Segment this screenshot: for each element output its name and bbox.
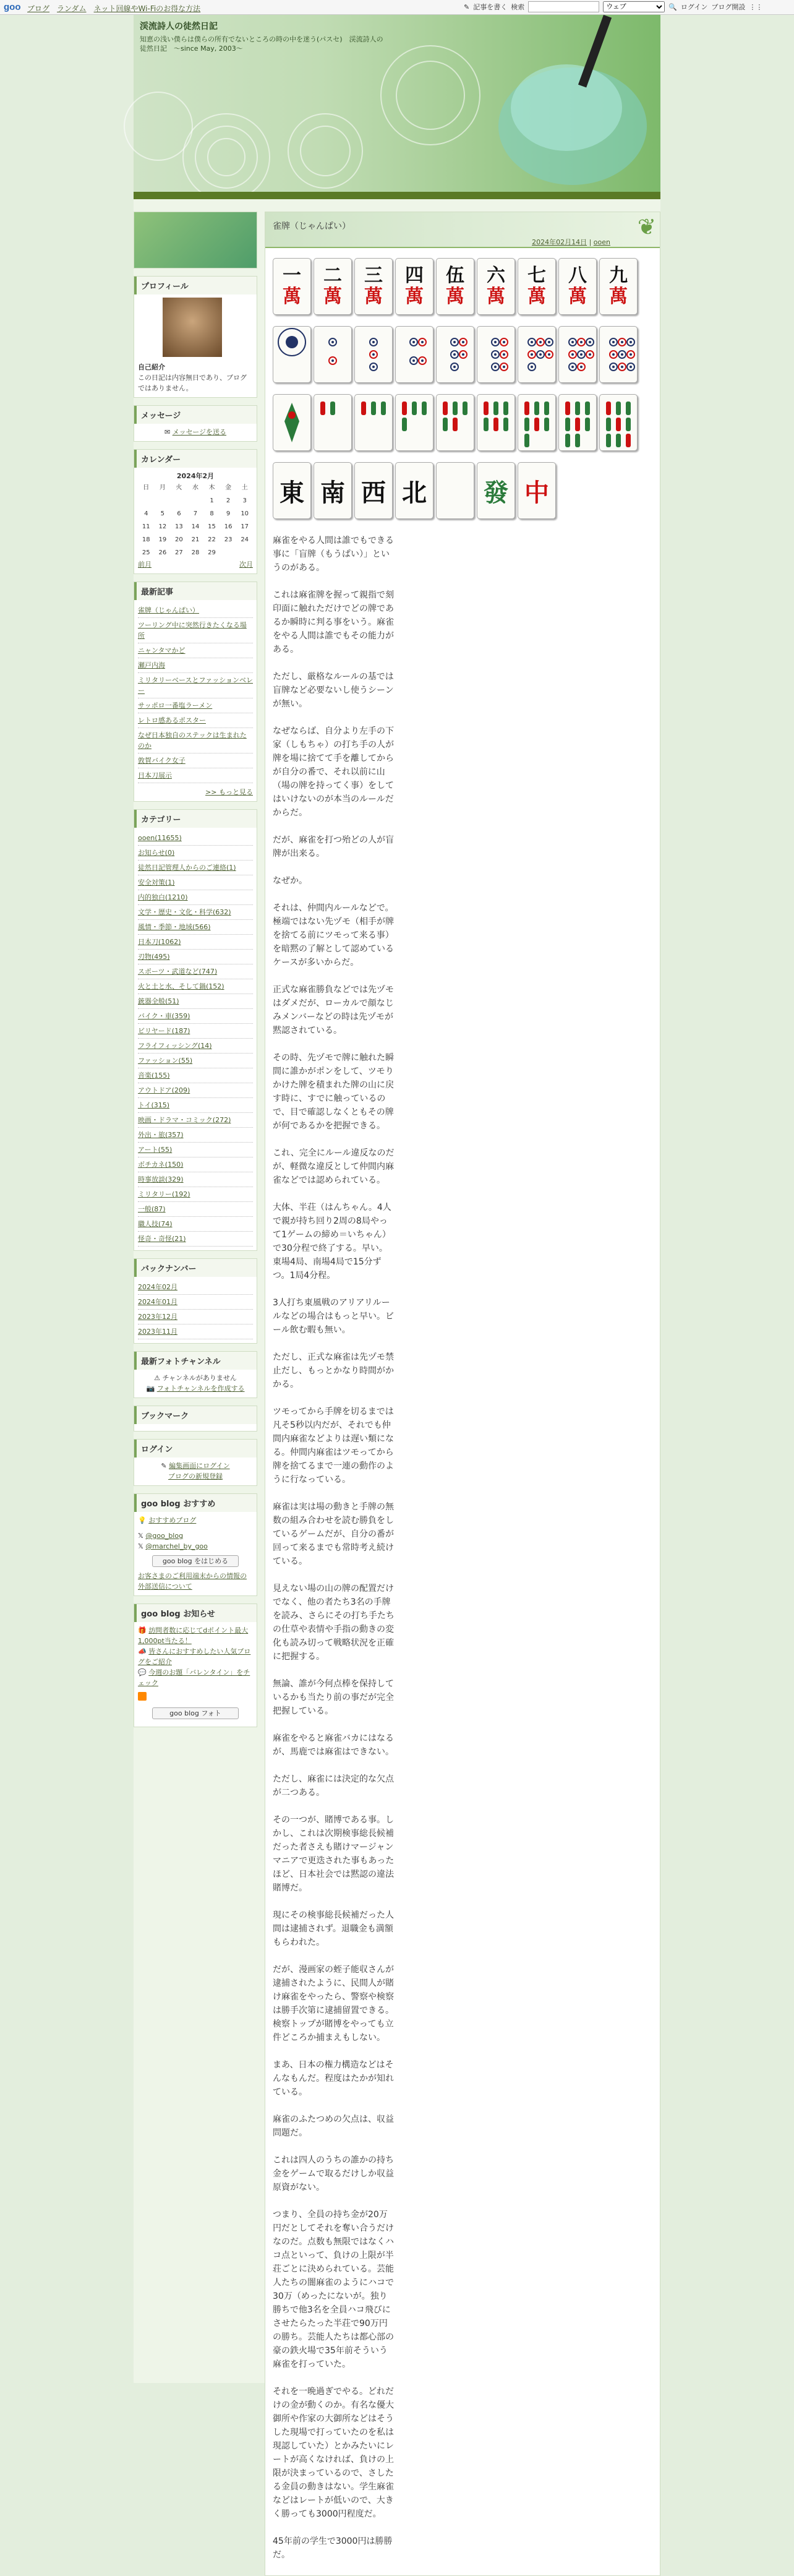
notice-box <box>134 1604 257 1727</box>
pinzu-tile <box>599 326 638 383</box>
article-paragraph: 45年前の学生で3000円は勝勝だ。 <box>273 2536 393 2560</box>
x-link-marchel[interactable]: @marchel_by_goo <box>145 1542 208 1550</box>
category-item[interactable]: アウトドア(209) <box>138 1086 190 1094</box>
external-info-link[interactable]: お客さまのご利用端末からの情報の外部送信について <box>138 1572 247 1591</box>
category-item[interactable]: 火と土と水、そして鍋(152) <box>138 982 224 990</box>
article-paragraph: ただし、正式な麻雀は先ヅモ禁止だし、もっとかなり時間がかかる。 <box>273 1352 394 1389</box>
article-paragraph: だが、麻雀を打つ殆どの人が盲牌が出来る。 <box>273 835 394 859</box>
category-item[interactable]: バイク・車(359) <box>138 1012 190 1020</box>
pencil-icon: ✎ <box>464 2 470 11</box>
article-paragraph: これ、完全にルール違反なのだが、軽微な違反として仲間内麻雀などでは認められている。 <box>273 1148 395 1185</box>
category-item[interactable]: 銃器全般(51) <box>138 997 179 1005</box>
top-right <box>464 1 762 12</box>
bulb-icon: 💡 <box>138 1516 147 1524</box>
manzu-tile: 九 萬 <box>599 258 638 315</box>
article-paragraph: その時、先ヅモで牌に触れた瞬間に誰かがポンをして、ツモりかけた牌を積まれた牌の山に戻す時に、すでに触っているので、目で確認しなくともその牌が何であるかを把握できる。 <box>273 1053 394 1131</box>
top-links <box>27 3 200 14</box>
recommend-link[interactable]: おすすめブログ <box>148 1516 197 1524</box>
article-paragraph: だが、漫画家の蛭子能収さんが逮捕されたように、民間人が賭け麻雀をやったら、警察や検察は勝手次第に逮捕留置できる。検察トップが賭博をやっても立件どころか捕まえもしない。 <box>273 1965 394 2043</box>
pencil-icon: ✎ <box>161 1462 167 1470</box>
article-paragraph: 3人打ち東風戦のアリアリルールなどの場合はもっと早い。ビール飲む暇も無い。 <box>273 1298 394 1335</box>
backnumber-item[interactable]: 2023年12月 <box>138 1313 177 1321</box>
souzu-tile <box>518 394 556 451</box>
login-box <box>134 1439 257 1486</box>
login-heading: ログイン <box>134 1440 257 1458</box>
category-item[interactable]: 徒然日記管理人からのご連絡(1) <box>138 864 236 872</box>
manzu-row <box>273 258 652 315</box>
search-input[interactable] <box>528 1 599 12</box>
pinzu-tile <box>518 326 556 383</box>
manzu-tile: 八 萬 <box>558 258 597 315</box>
next-month-link[interactable]: 次月 <box>239 560 253 569</box>
honor-tile: 南 <box>314 462 352 519</box>
blog-title[interactable]: 渓流詩人の徒然日記 <box>140 22 218 32</box>
goo-logo[interactable]: goo <box>4 2 21 12</box>
category-item[interactable]: アート(55) <box>138 1146 173 1154</box>
category-item[interactable]: 怪奇・奇怪(21) <box>138 1235 186 1243</box>
backnumber-box <box>134 1258 257 1344</box>
search-label: 検索 <box>511 3 525 11</box>
category-item[interactable]: 時事放談(329) <box>138 1175 184 1183</box>
new-register-link[interactable]: ブログの新規登録 <box>168 1472 223 1480</box>
souzu-tile <box>599 394 638 451</box>
recommend-box <box>134 1493 257 1596</box>
recent-item[interactable]: レトロ感あるポスター <box>138 716 206 724</box>
article-meta: 2024年02月14日 | ooen <box>532 238 610 246</box>
intro-label: 自己紹介 <box>138 363 165 371</box>
article-paragraph: その一つが、賭博である事。しかし、これは次期検事総長候補だった者さえも賭けマージャンマニアで更迭された事もあったほど、日本社会では黙認の違法賭博だ。 <box>273 1815 395 1893</box>
article-paragraph: これは麻雀牌を握って親指で刻印面に触れただけでどの牌であるか瞬時に判る事をいう。麻雀をやる人間は誰でもその能力がある。 <box>273 590 394 655</box>
article-paragraph: 見えない場の山の牌の配置だけでなく、他の者たち3名の手牌を読み、さらにその打ち手たちの仕草や表情や手指の動きの変化も読み切って戦略状況を正確に把握する。 <box>273 1584 395 1662</box>
category-item[interactable]: ミリタリー(192) <box>138 1190 190 1198</box>
category-item[interactable]: 刃物(495) <box>138 953 170 961</box>
category-item[interactable]: ボチカネ(150) <box>138 1161 184 1169</box>
recent-heading: 最新記事 <box>134 582 257 600</box>
honor-tile: 中 <box>518 462 556 519</box>
article-paragraph: 麻雀のふたつめの欠点は、収益問題だ。 <box>273 2114 394 2138</box>
pinzu-tile <box>436 326 474 383</box>
warning-icon: ⚠ <box>154 1374 161 1382</box>
article-paragraph: なぜか。 <box>273 876 307 886</box>
article-paragraph: 大体、半荘（はんちゃん。4人で親が持ち回り2周の8局やって1ゲームの締め＝いちゃん）で30分程で終了する。早い。東場4局、南場4局で15分ずつ。1局4分程。 <box>273 1203 391 1281</box>
pinzu-tile <box>558 326 597 383</box>
category-item[interactable]: 外出・旅(357) <box>138 1131 184 1139</box>
top-link-blog[interactable]: ブログ <box>27 4 50 13</box>
edit-login-link[interactable]: 編集画面にログイン <box>169 1462 230 1470</box>
manzu-tile: 三 萬 <box>354 258 393 315</box>
page-container <box>134 199 660 2560</box>
top-link-net[interactable]: ネット回線やWi-Fiのお得な方法 <box>93 4 201 13</box>
pinzu-tile <box>354 326 393 383</box>
leaf-icon: ❦ <box>637 215 656 240</box>
category-item[interactable]: 一般(87) <box>138 1205 166 1213</box>
honor-tile <box>436 462 474 519</box>
article-paragraph: ただし、麻雀には決定的な欠点が二つある。 <box>273 1774 394 1798</box>
article-paragraph: なぜならば、自分より左手の下家（しもちゃ）の打ち手の人が牌を場に捨てて手を離してからが自分の番で、それ以前に山（場の牌を持ってく事）をしてはいけないのが本当のルールだからだ。 <box>273 726 394 818</box>
profile-heading: プロフィール <box>134 277 257 294</box>
envelope-icon: ✉ <box>164 428 171 436</box>
category-item[interactable]: 文学・歴史・文化・科学(632) <box>138 908 231 916</box>
manzu-tile: 二 萬 <box>314 258 352 315</box>
menu-grid-icon[interactable]: ⋮⋮ <box>749 2 763 11</box>
manzu-tile: 一 萬 <box>273 258 311 315</box>
blog-open-link[interactable]: ブログ開設 <box>711 3 746 11</box>
x-icon: 𝕏 <box>138 1532 143 1540</box>
no-channel-text: チャンネルがありません <box>162 1374 237 1382</box>
article-paragraph: それを一晩過ぎでやる。どれだけの金が動くのか。有名な優大御所や作家の大御所などはそうした現場で打っていたのを私は現認していた）とかみたいにレートが高くなければ、負けの上限が決まっているので、さしたる金員の動きはない。学生麻雀などはレートが低いので、大きく勝っても3000円程度だ。 <box>273 2387 394 2519</box>
manzu-tile: 伍 萬 <box>436 258 474 315</box>
category-item[interactable]: ファッション(55) <box>138 1057 193 1065</box>
article-paragraph: 無論、誰が今何点棒を保持しているかも当たり前の事だが完全把握している。 <box>273 1679 394 1716</box>
article-date[interactable]: 2024年02月14日 <box>532 238 587 246</box>
recent-item[interactable]: 日本刀展示 <box>138 771 172 779</box>
recent-item[interactable]: ニャンタマかど <box>138 646 186 655</box>
article-paragraph: 麻雀をやると麻雀バカにはなるが、馬鹿では麻雀はできない。 <box>273 1733 394 1757</box>
recent-item[interactable]: サッポロ一番塩ラーメン <box>138 702 213 710</box>
goo-photo-button[interactable]: goo blog フォト <box>152 1707 239 1719</box>
manzu-tile: 七 萬 <box>518 258 556 315</box>
honor-row <box>273 462 652 519</box>
intro-text: この日記は内容無日であり、ブログではありません。 <box>138 374 247 392</box>
article-title[interactable]: 雀牌（じゃんぱい） <box>273 221 351 231</box>
honor-tile: 東 <box>273 462 311 519</box>
article <box>265 212 660 2576</box>
category-item[interactable]: フライフィッシング(14) <box>138 1042 212 1050</box>
login-link[interactable]: ログイン <box>680 3 708 11</box>
message-heading: メッセージ <box>134 406 257 424</box>
category-item[interactable]: 職人技(74) <box>138 1220 173 1228</box>
recent-item[interactable]: 瀬戸内海 <box>138 661 165 669</box>
camera-icon: 📷 <box>146 1385 155 1393</box>
chat-icon: 💬 <box>138 1668 147 1677</box>
top-link-random[interactable]: ランダム <box>57 4 87 13</box>
category-item[interactable]: 安全対策(1) <box>138 878 175 887</box>
souzu-tile <box>273 394 311 451</box>
blog-description: 知恵の浅い僕らは僕らの所有でないところの時の中を迷う(パスセ) 渓流詩人の徒然日記 ～since May, 2003～ <box>140 35 383 53</box>
prev-month-link[interactable]: 前月 <box>138 560 152 569</box>
article-paragraph: ツモってから手牌を切るまでは凡そ5秒以内だが、それでも仲間内麻雀などよりは遅い類になる。仲間内麻雀はツモってから牌を捨てるまで一連の動作のように行なっている。 <box>273 1407 394 1485</box>
category-heading: カテゴリー <box>134 810 257 828</box>
backnumber-item[interactable]: 2023年11月 <box>138 1328 177 1336</box>
category-box <box>134 809 257 1251</box>
bookmark-box <box>134 1406 257 1432</box>
manzu-tile: 四 萬 <box>395 258 433 315</box>
honor-tile: 西 <box>354 462 393 519</box>
more-link[interactable]: >> もっと見る <box>205 788 253 796</box>
message-box <box>134 405 257 442</box>
calendar-heading: カレンダー <box>134 450 257 468</box>
backnumber-heading: バックナンバー <box>134 1259 257 1277</box>
pinzu-tile <box>314 326 352 383</box>
recent-item[interactable]: なぜ日本独自のステックは生まれたのか <box>138 731 247 750</box>
backnumber-item[interactable]: 2024年01月 <box>138 1298 177 1306</box>
article-paragraph: 麻雀は実は場の動きと手牌の無数の組み合わせを読む勝負をしているゲームだが、自分の番が回って来るまでも常時考え続けている。 <box>273 1502 394 1566</box>
recent-item[interactable]: ミリタリーベースとファッションベレー <box>138 676 254 695</box>
article-body <box>265 530 401 2562</box>
category-item[interactable]: スポーツ・武道など(747) <box>138 968 218 976</box>
notice-item[interactable]: 訪問者数に応じてdポイント最大1,000pt当たる！ <box>138 1626 249 1645</box>
header-bar <box>134 192 660 199</box>
backnumber-item[interactable]: 2024年02月 <box>138 1283 177 1291</box>
article-paragraph: これは四人のうちの誰かの持ち金をゲームで取るだけしか収益原資がない。 <box>273 2155 394 2192</box>
calendar-month: 2024年2月 <box>176 472 215 480</box>
photo-box <box>134 1351 257 1398</box>
mahjong-tiles <box>265 248 660 519</box>
photo-heading: 最新フォトチャンネル <box>134 1352 257 1370</box>
notice-heading: goo blog お知らせ <box>134 1604 257 1622</box>
honor-tile: 北 <box>395 462 433 519</box>
x-icon: 𝕏 <box>138 1542 143 1550</box>
article-paragraph: つまり、全員の持ち金が20万円だとしてそれを奪い合うだけなのだ。点数も無限ではなくハコ点といって、負けの上限が半荘ごとに決められている。芸能人たちの闇麻雀のようにハコで30万（めったにないが。独り勝ちで他3名を全員ハコ飛びにさせたらたった半荘で90万円の勝ち。芸能人たちは都心部の豪の鉄火場で35年前そういう麻雀を打っていた。 <box>273 2210 394 2369</box>
article-paragraph: 正式な麻雀勝負などでは先ヅモはダメだが、ローカルで顔なじみメンバーなどの時は先ヅモが黙認されている。 <box>273 985 394 1036</box>
category-item[interactable]: ビリヤード(187) <box>138 1027 190 1035</box>
souzu-row <box>273 394 652 451</box>
avatar[interactable] <box>163 298 222 357</box>
souzu-tile <box>558 394 597 451</box>
category-item[interactable]: ooen(11655) <box>138 834 182 842</box>
profile-box <box>134 276 257 398</box>
recommend-heading: goo blog おすすめ <box>134 1494 257 1512</box>
article-paragraph: 麻雀をやる人間は誰でもできる事に「盲牌（もうぱい）」というのがある。 <box>273 536 394 573</box>
category-item[interactable]: 内的独白(1210) <box>138 893 188 901</box>
gift-icon: 🎁 <box>138 1626 147 1634</box>
article-header <box>265 212 660 248</box>
calendar-table: 日 月 火 水 木 金 土 1 2 3 4 5 6 7 8 9 10 11 12 13 14 15 16 17 18 19 20 21 22 23 24 25 26 27 28 29 <box>142 484 249 556</box>
recent-item[interactable]: 敦賀バイク女子 <box>138 757 186 765</box>
category-item[interactable]: 映画・ドラマ・コミック(272) <box>138 1116 231 1124</box>
honor-tile: 發 <box>477 462 515 519</box>
search-scope-select[interactable] <box>603 1 665 12</box>
pinzu-tile <box>477 326 515 383</box>
bookmark-heading: ブックマーク <box>134 1406 257 1424</box>
souzu-tile <box>477 394 515 451</box>
pinzu-row <box>273 326 652 383</box>
calendar-box <box>134 449 257 574</box>
article-paragraph: まあ、日本の権力構造などはそんなもんだ。程度はたかが知れている。 <box>273 2060 394 2097</box>
category-item[interactable]: 音楽(155) <box>138 1071 170 1080</box>
write-link[interactable]: 記事を書く <box>473 3 508 11</box>
x-link-goo[interactable]: @goo_blog <box>145 1532 184 1540</box>
send-message-link[interactable]: メッセージを送る <box>172 428 227 436</box>
top-bar <box>0 0 794 15</box>
notice-item[interactable]: 今週のお題「バレンタイン」をチェック <box>138 1668 250 1687</box>
search-icon[interactable]: 🔍 <box>668 2 677 11</box>
category-item[interactable]: 日本刀(1062) <box>138 938 181 946</box>
rss-icon[interactable] <box>138 1692 147 1701</box>
manzu-tile: 六 萬 <box>477 258 515 315</box>
create-channel-link[interactable]: フォトチャンネルを作成する <box>156 1385 245 1393</box>
category-item[interactable]: お知らせ(0) <box>138 849 175 857</box>
pinzu-tile <box>273 326 311 383</box>
souzu-tile <box>436 394 474 451</box>
category-item[interactable]: 風情・季節・地域(566) <box>138 923 211 931</box>
recent-box <box>134 582 257 802</box>
notice-item[interactable]: 皆さんにおすすめしたい人気ブログをご紹介 <box>138 1647 251 1666</box>
recent-item[interactable]: ツーリング中に突然行きたくなる場所 <box>138 621 247 640</box>
article-paragraph: ただし、厳格なルールの基では盲牌など必要ないし使うシーンが無い。 <box>273 672 394 709</box>
blog-header <box>134 15 660 199</box>
article-paragraph: それは、仲間内ルールなどで。極端ではない先ヅモ（相手が牌を捨てる前にツモって来る事）を暗黙の了解として認めているケースが多いからだ。 <box>273 903 394 968</box>
souzu-tile <box>395 394 433 451</box>
recent-item[interactable]: 雀牌（じゃんぱい） <box>138 606 199 614</box>
category-item[interactable]: トイ(315) <box>138 1101 170 1109</box>
article-author[interactable]: ooen <box>593 238 610 246</box>
souzu-tile <box>314 394 352 451</box>
megaphone-icon: 📣 <box>138 1647 147 1655</box>
start-blog-button[interactable]: goo blog をはじめる <box>152 1555 239 1567</box>
article-paragraph: 現にその検事総長候補だった人間は逮捕されず。退職金も満額もらわれた。 <box>273 1910 394 1947</box>
sidebar-banner <box>134 212 257 268</box>
pinzu-tile <box>395 326 433 383</box>
souzu-tile <box>354 394 393 451</box>
sidebar <box>134 212 257 1735</box>
